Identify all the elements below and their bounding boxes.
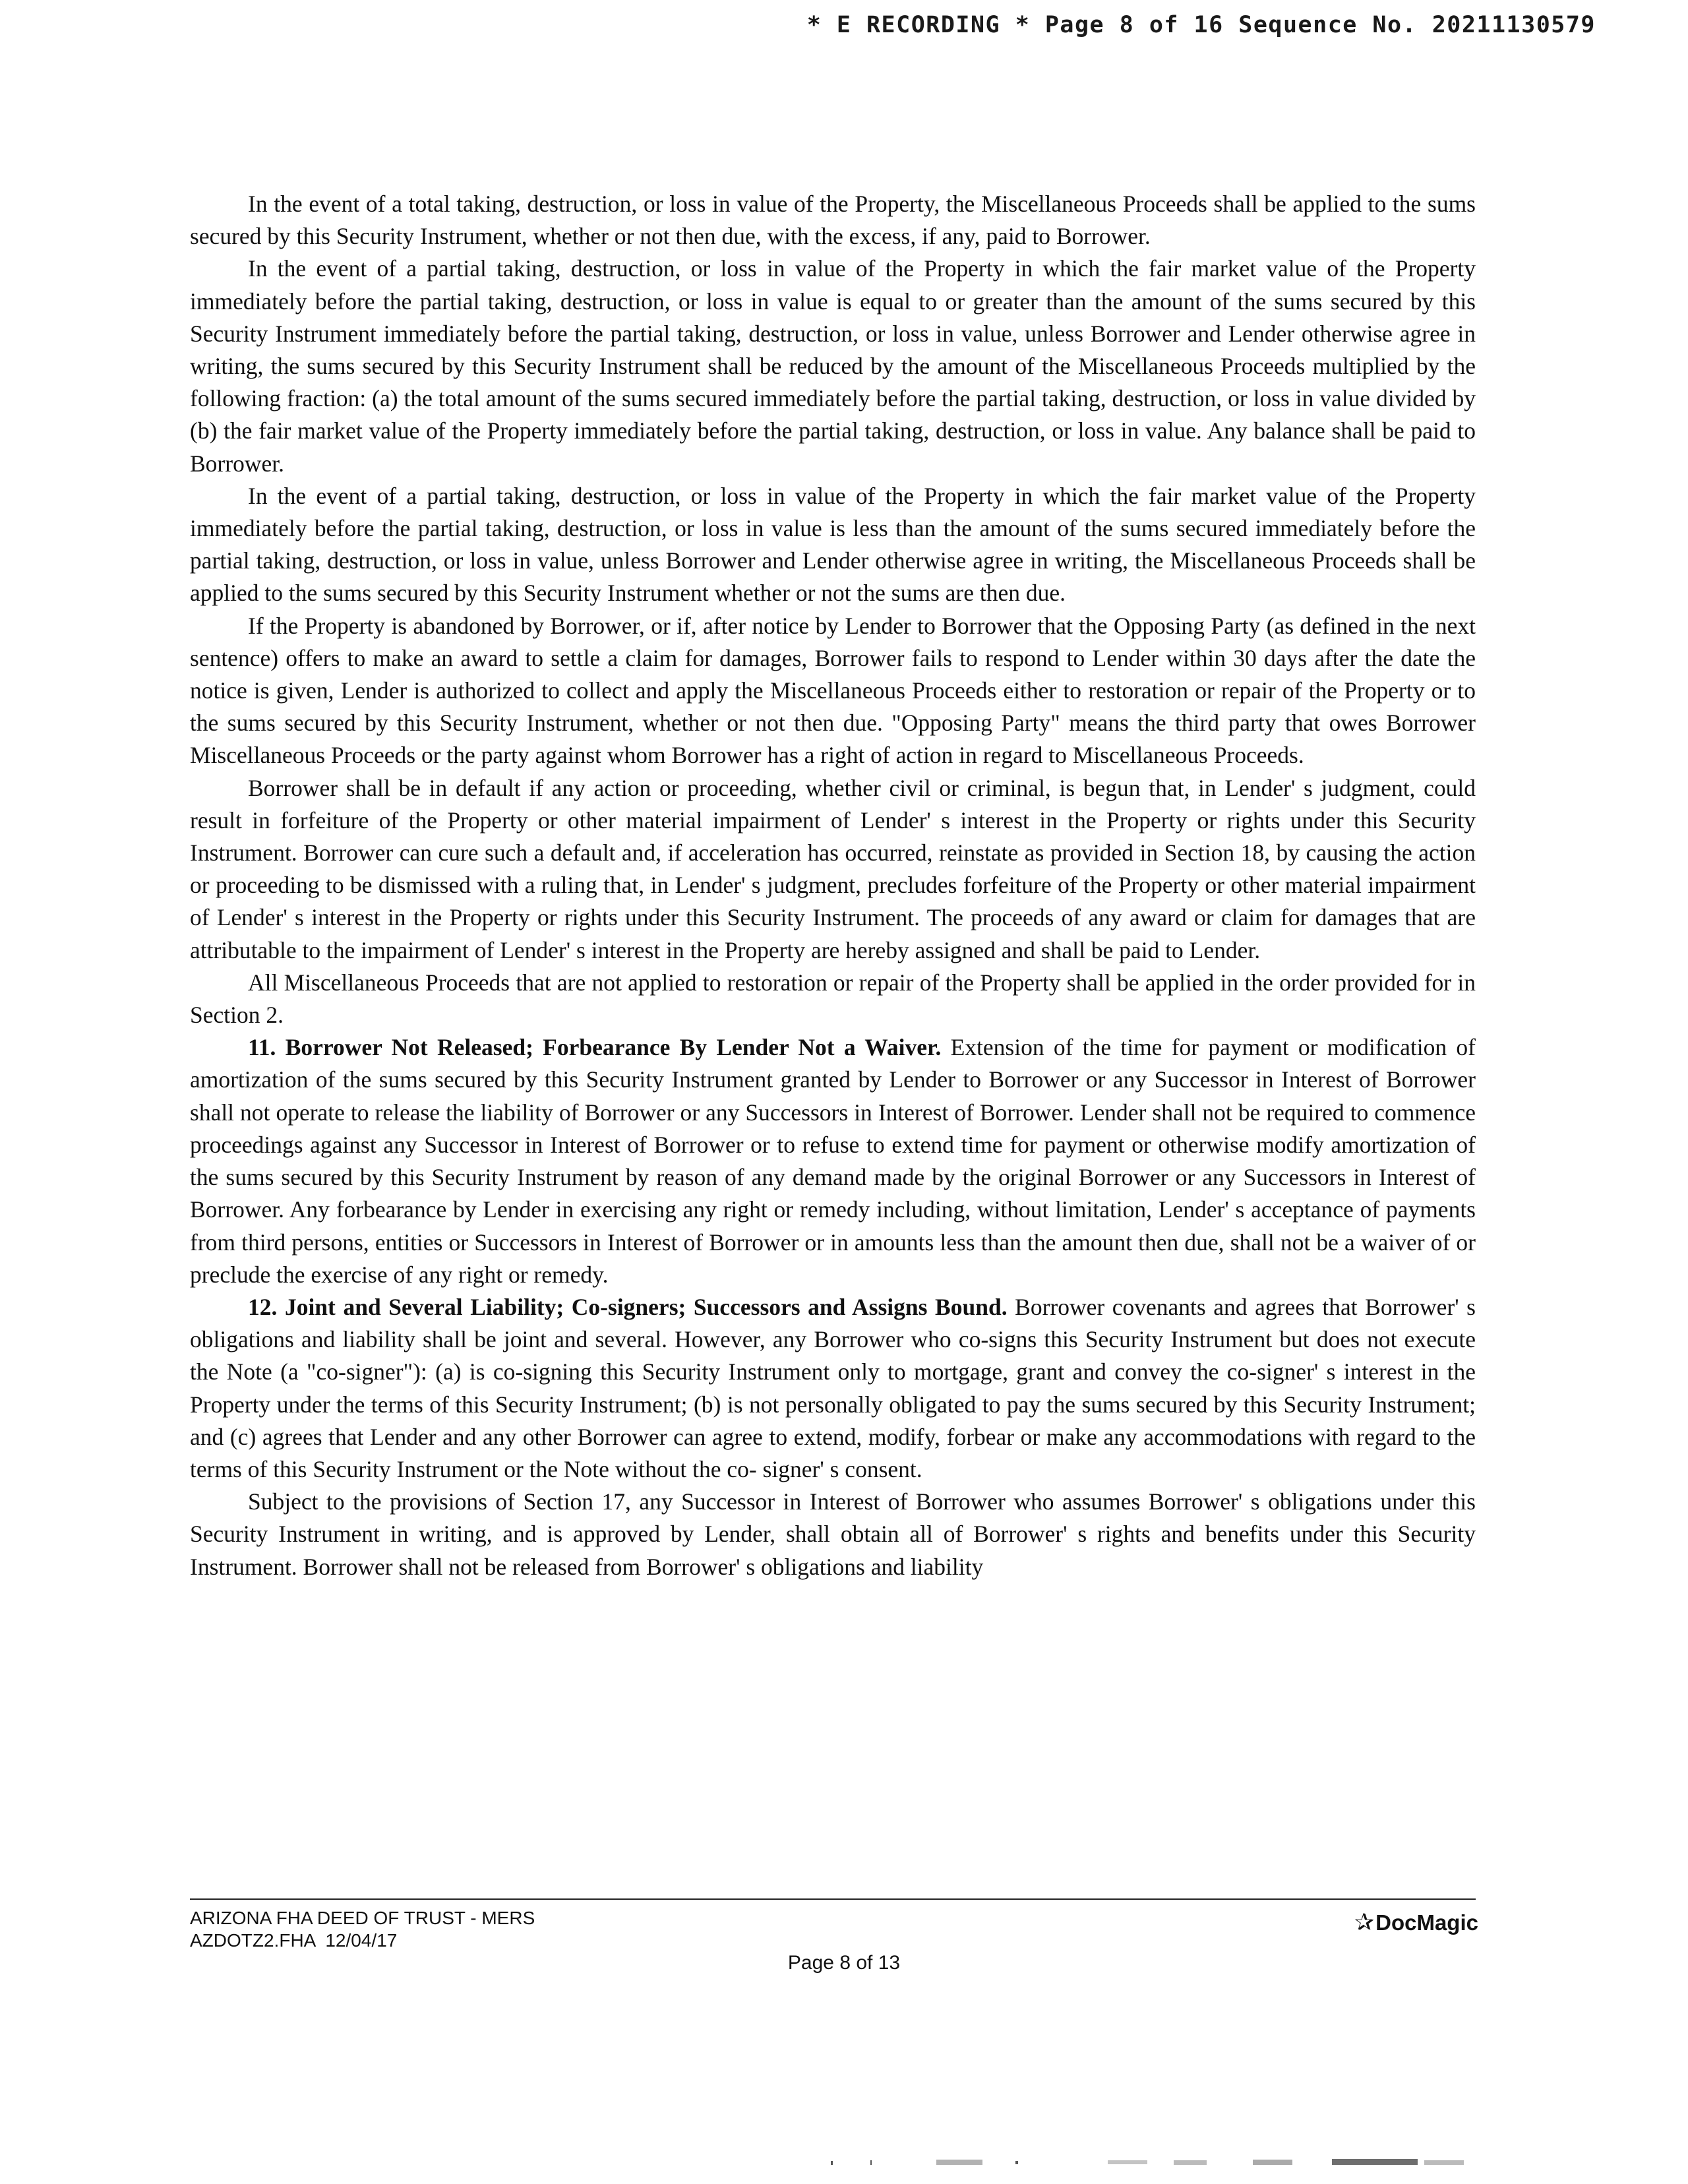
footer-form-title: ARIZONA FHA DEED OF TRUST - MERS (190, 1908, 535, 1928)
footer-brand-logo (1354, 1908, 1478, 1936)
section-11 (190, 1031, 1476, 1291)
paragraph-partial-taking-greater: In the event of a partial taking, destruction, or loss in value of the Property in which the fair market value of the Property immediately before the partial taking, destruction, or loss in value is equal to or greater than the amount of the sums secured by this Security Instrument immediately before the partial taking, destruction, or loss in value, unless Borrower and Lender otherwise agree in writing, the sums secured by this Security Instrument shall be reduced by the amount of the Miscellaneous Proceeds multiplied by the following fraction: (a) the total amount of the sums secured immediately before the partial taking, destruction, or loss in value divided by (b) the fair market value of the Property immediately before the partial taking, destruction, or loss in value. Any balance shall be paid to Borrower. (190, 255, 1476, 477)
document-body (190, 188, 1476, 1583)
section-11-text: Extension of the time for payment or modification of amortization of the sums secured by this Security Instrument granted by Lender to Borrower or any Successor in Interest of Borrower shall not operate to release the liability of Borrower or any Successors in Interest of Borrower. Lender shall not be required to commence proceedings against any Successor in Interest of Borrower or to refuse to extend time for payment or otherwise modify amortization of the sums secured by this Security Instrument by reason of any demand made by the original Borrower or any Successors in Interest of Borrower. Any forbearance by Lender in exercising any right or remedy including, without limitation, Lender' s acceptance of payments from third persons, entities or Successors in Interest of Borrower or in amounts less than the amount then due, shall not be a waiver of or preclude the exercise of any right or remedy. (190, 1034, 1476, 1288)
section-12-text: Borrower covenants and agrees that Borrower' s obligations and liability shall be joint and several. However, any Borrower who co-signs this Security Instrument but does not execute the Note (a "co-signer"): (a) is co-signing this Security Instrument only to mortgage, grant and convey the co-signer' s interest in the Property under the terms of this Security Instrument; (b) is not personally obligated to pay the sums secured by this Security Instrument; and (c) agrees that Lender and any other Borrower can agree to extend, modify, forbear or make any accommodations with regard to the terms of this Security Instrument or the Note without the co- signer' s consent. (190, 1293, 1476, 1482)
scan-artifact (831, 2158, 1490, 2167)
section-11-heading: 11. Borrower Not Released; Forbearance By Lender Not a Waiver. (248, 1034, 942, 1061)
recording-stamp: * E RECORDING * Page 8 of 16 Sequence No. 20211130579 (806, 12, 1596, 38)
footer-form-code: AZDOTZ2.FHA 12/04/17 (190, 1930, 398, 1951)
paragraph-abandonment: If the Property is abandoned by Borrower, or if, after notice by Lender to Borrower that the Opposing Party (as defined in the next sentence) offers to make an award to settle a claim for damages, Borrower fails to respond to Lender within 30 days after the date the notice is given, Lender is authorized to collect and apply the Miscellaneous Proceeds either to restoration or repair of the Property or to the sums secured by this Security Instrument, whether or not then due. "Opposing Party" means the third party that owes Borrower Miscellaneous Proceeds or the party against whom Borrower has a right of action in regard to Miscellaneous Proceeds. (190, 612, 1476, 769)
footer-form-info (190, 1907, 535, 1952)
paragraph-application-of-proceeds: All Miscellaneous Proceeds that are not applied to restoration or repair of the Property shall be applied in the order provided for in Section 2. (190, 969, 1476, 1029)
footer-divider (190, 1898, 1476, 1900)
star-icon: ✰ (1354, 1908, 1375, 1935)
paragraph-total-taking: In the event of a total taking, destruction, or loss in value of the Property, the Miscellaneous Proceeds shall be applied to the sums secured by this Security Instrument, whether or not then due, with the excess, if any, paid to Borrower. (190, 191, 1476, 250)
footer-page-number: Page 8 of 13 (787, 1952, 901, 1974)
section-12-heading: 12. Joint and Several Liability; Co-signers; Successors and Assigns Bound. (248, 1293, 1008, 1320)
section-12 (190, 1291, 1476, 1486)
paragraph-partial-taking-less: In the event of a partial taking, destruction, or loss in value of the Property in which the fair market value of the Property immediately before the partial taking, destruction, or loss in value is less than the amount of the sums secured immediately before the partial taking, destruction, or loss in value, unless Borrower and Lender otherwise agree in writing, the Miscellaneous Proceeds shall be applied to the sums secured by this Security Instrument whether or not the sums are then due. (190, 482, 1476, 607)
paragraph-successors: Subject to the provisions of Section 17, any Successor in Interest of Borrower who assumes Borrower' s obligations under this Security Instrument in writing, and is approved by Lender, shall obtain all of Borrower' s rights and benefits under this Security Instrument. Borrower shall not be released from Borrower' s obligations and liability (190, 1488, 1476, 1580)
paragraph-default: Borrower shall be in default if any action or proceeding, whether civil or criminal, is begun that, in Lender' s judgment, could result in forfeiture of the Property or other material impairment of Lender' s interest in the Property or rights under this Security Instrument. Borrower can cure such a default and, if acceleration has occurred, reinstate as provided in Section 18, by causing the action or proceeding to be dismissed with a ruling that, in Lender' s judgment, precludes forfeiture of the Property or other material impairment of Lender' s interest in the Property or rights under this Security Instrument. The proceeds of any award or claim for damages that are attributable to the impairment of Lender' s interest in the Property are hereby assigned and shall be paid to Lender. (190, 774, 1476, 963)
footer-brand-name: DocMagic (1375, 1910, 1478, 1935)
